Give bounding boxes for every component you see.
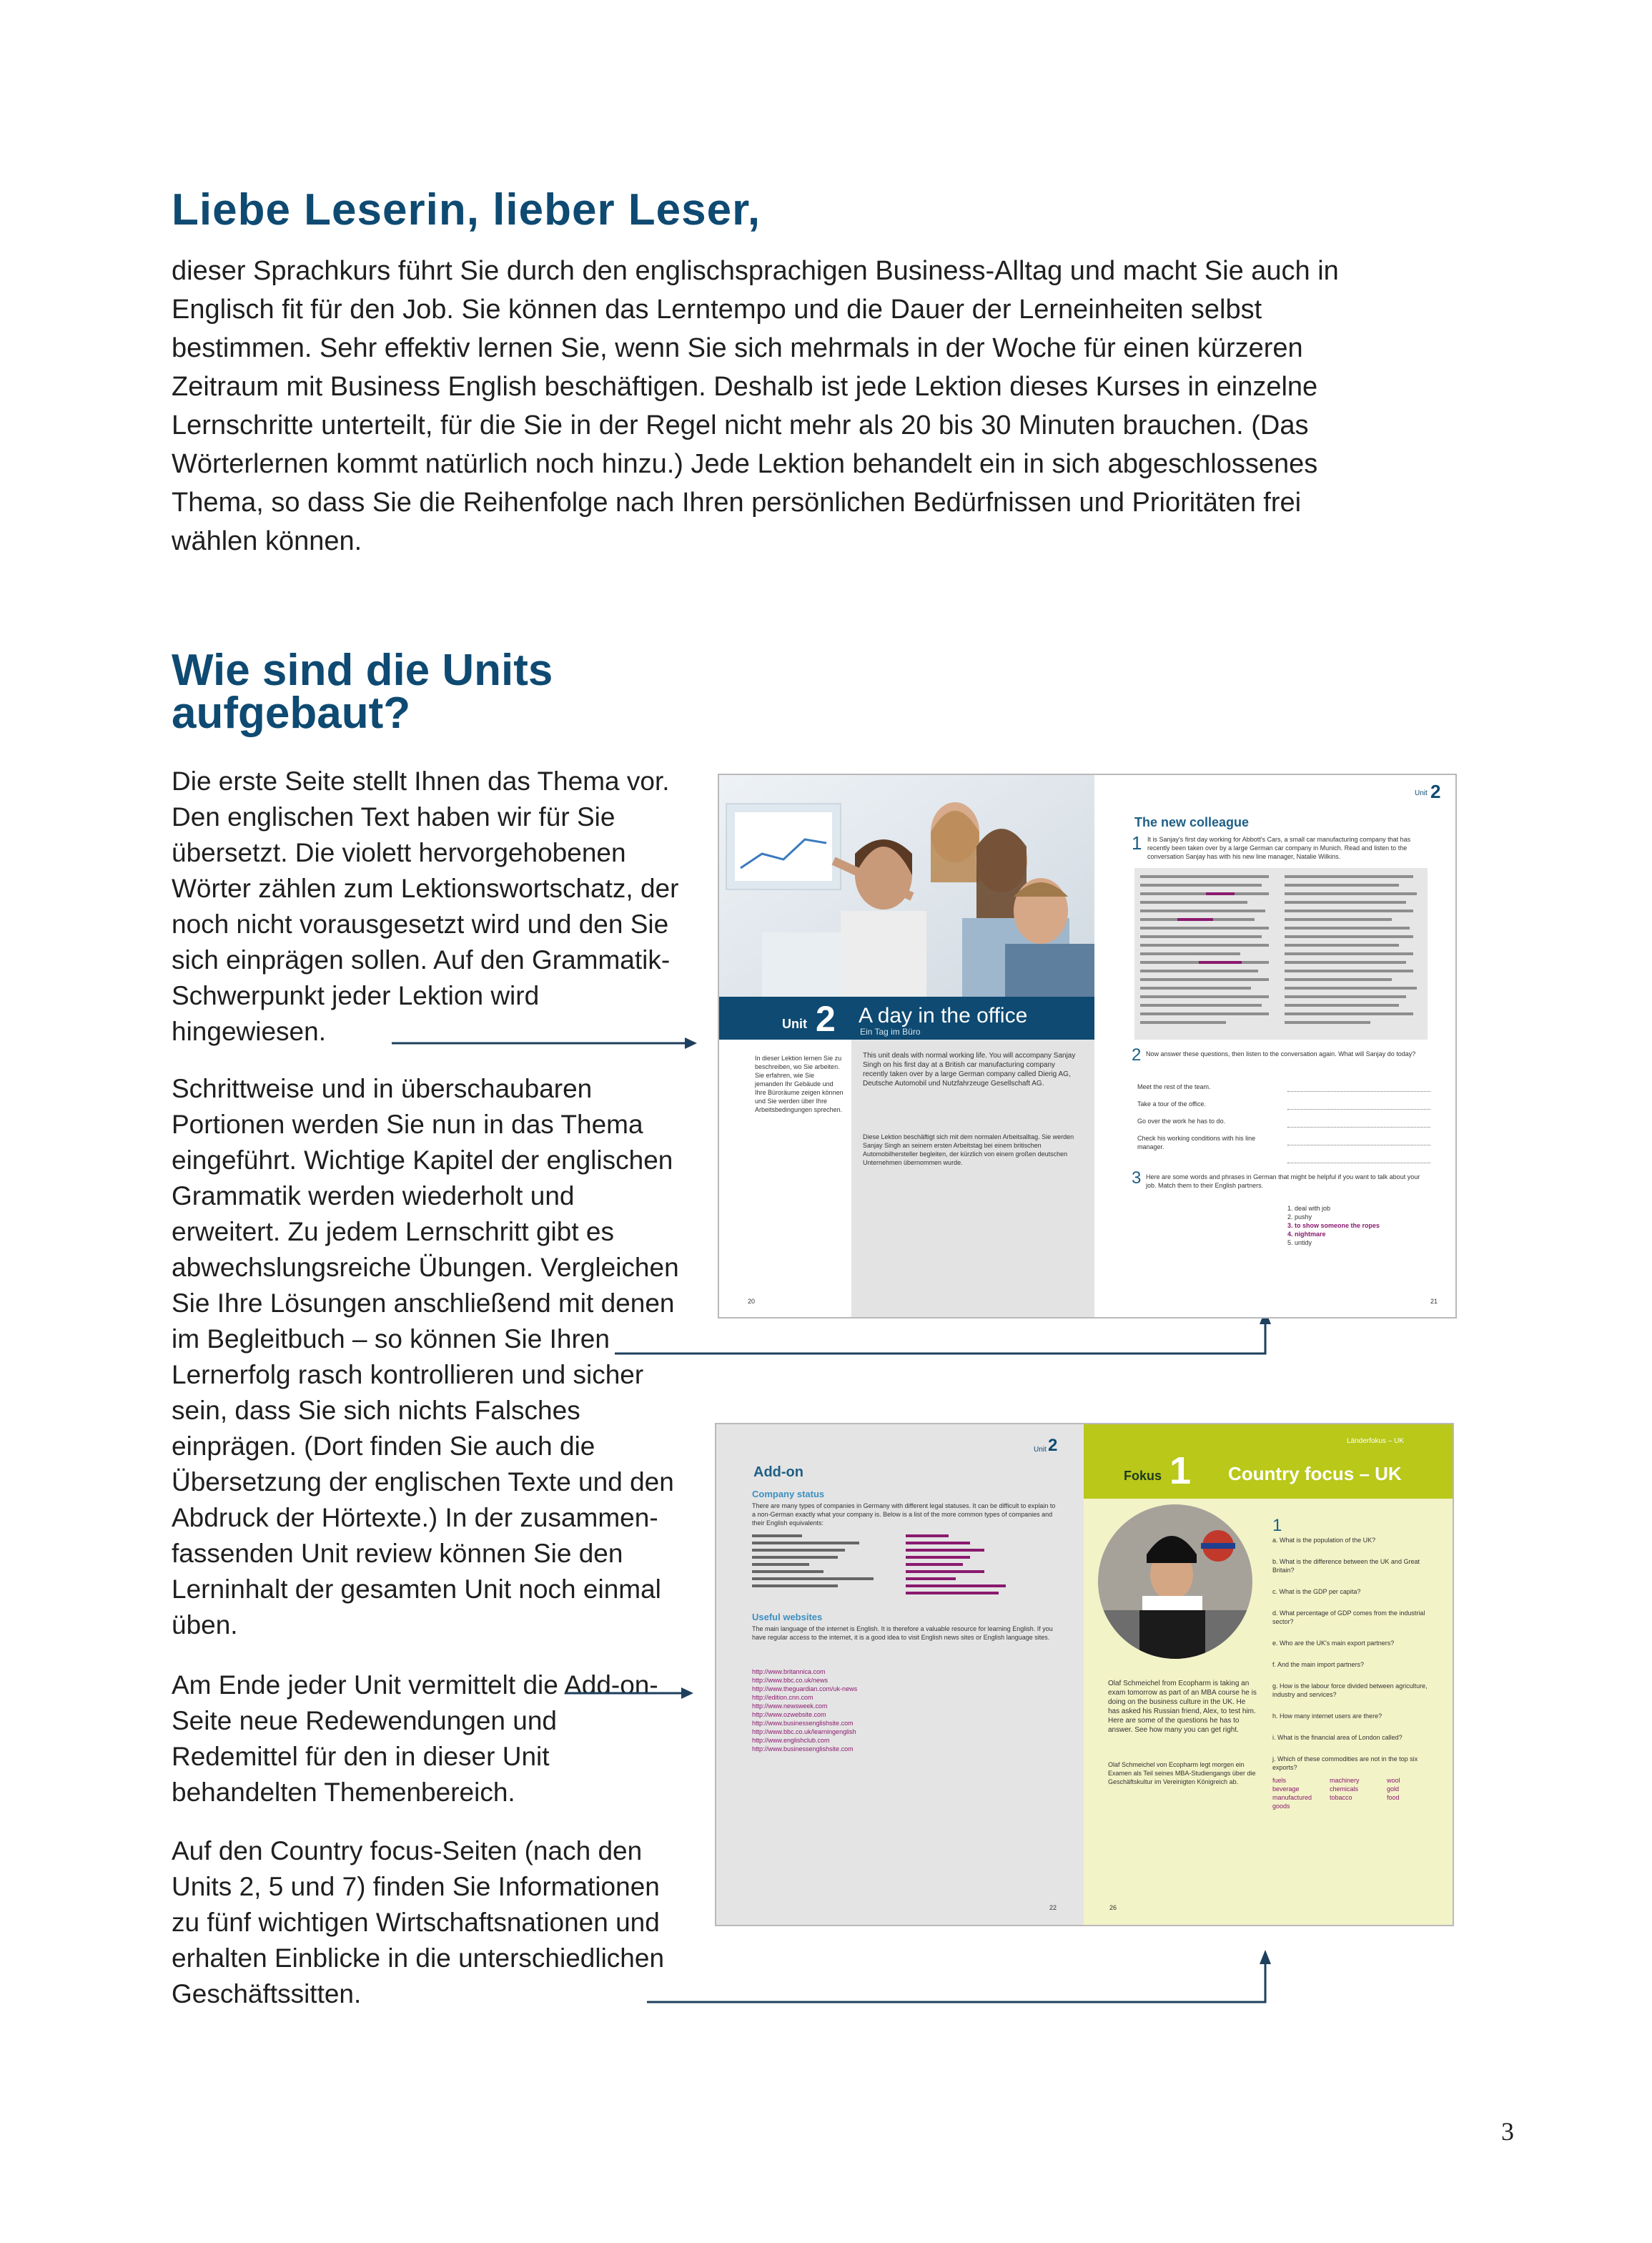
exercise-3-number: 3 — [1132, 1168, 1142, 1188]
match-list — [1287, 1204, 1430, 1247]
question-item: b. What is the difference between the UK and Great Britain? — [1272, 1558, 1420, 1574]
website-list — [752, 1667, 1059, 1753]
website-link[interactable]: http://www.bbc.co.uk/learningenglish — [752, 1728, 856, 1735]
unit-title: A day in the office — [859, 1004, 1028, 1027]
arrow-to-country-focus — [647, 1963, 1265, 2002]
question-item: g. How is the labour force divided between agriculture, industry and services? — [1272, 1682, 1428, 1698]
unit-intro-page — [719, 775, 1094, 1317]
website-link[interactable]: http://www.businessenglishsite.com — [752, 1720, 854, 1727]
exercise-title: The new colleague — [1134, 815, 1250, 829]
question-list — [1272, 1536, 1437, 1810]
website-link[interactable]: http://www.businessenglishsite.com — [752, 1745, 854, 1753]
country-focus-title: Country focus – UK — [1228, 1463, 1402, 1484]
website-link[interactable]: http://www.theguardian.com/uk-news — [752, 1685, 858, 1692]
answer-lines — [1287, 1083, 1430, 1163]
paragraph-learning-steps: Schrittweise und in überschaubaren Portionen werden Sie nun in das Thema eingeführt. Wichtige Kapitel der englischen Grammatik werden wiederholt und erweitert. Zu jedem Lernschritt gibt es abwechslungsreiche Übungen. Vergleichen Sie Ihre Lösungen anschließend mit denen im Begleitbuch – so können Sie Ihren Lernerfolg rasch kontrollieren und sicher sein, dass Sie sich nichts Falsches einprägen. (Dort finden Sie auch die Übersetzung der englischen Texte und den Abdruck der Hörtexte.) In der zusammen-fassenden Unit review können Sie den Lerninhalt der gesamten Unit noch einmal üben. — [172, 1074, 679, 1640]
dialogue-lines — [1134, 868, 1428, 1040]
exercise-1-number: 1 — [1132, 832, 1142, 854]
match-item: 4. nightmare — [1287, 1231, 1326, 1238]
add-on-page — [716, 1424, 1084, 1925]
question-item: j. Which of these commodities are not in the top six exports? — [1272, 1755, 1418, 1771]
question-item: d. What percentage of GDP comes from the industrial sector? — [1272, 1609, 1425, 1625]
option-4: Check his working conditions with his line manager. — [1137, 1135, 1256, 1150]
match-item: 2. pushy — [1287, 1213, 1312, 1221]
commodity: machinery — [1330, 1777, 1360, 1784]
section-heading-units: Wie sind die Units aufgebaut? — [172, 646, 553, 738]
intro-english: This unit deals with normal working life. You will accompany Sanjay Singh on his first day at a British car manufacturing company recently taken over by a large German company called Dierig AG, Deutsche Automobil und Nutzfahrzeuge Gesellschaft AG. — [863, 1052, 1076, 1088]
caption-english: Olaf Schmeichel from Ecopharm is taking an exam tomorrow as part of an MBA course he is doing on the business culture in the UK. He has asked his Russian friend, Alex, to test him. Here are some of the questions he has to answer. See how many you can get right. — [1108, 1680, 1257, 1734]
right-unit-tag: Unit — [1415, 789, 1428, 797]
unit-spread-preview — [718, 774, 1457, 1318]
page-title: Liebe Leserin, lieber Leser, — [172, 185, 761, 235]
unit-number: 2 — [816, 999, 836, 1039]
commodity: tobacco — [1330, 1794, 1352, 1801]
commodity: chemicals — [1330, 1785, 1359, 1793]
addon-country-spread-preview — [715, 1423, 1454, 1926]
website-link[interactable]: http://edition.cnn.com — [752, 1694, 813, 1701]
website-link[interactable]: http://www.britannica.com — [752, 1668, 826, 1675]
unit-subtitle: Ein Tag im Büro — [860, 1027, 921, 1037]
page-number-left: 20 — [748, 1298, 756, 1305]
add-on-page-number: 22 — [1049, 1904, 1057, 1911]
option-2: Take a tour of the office. — [1137, 1100, 1206, 1108]
office-team-photo — [719, 775, 1094, 1027]
exercise-number: 1 — [1272, 1516, 1282, 1535]
country-focus-tag: Länderfokus – UK — [1347, 1437, 1405, 1445]
commodity: manufactured goods — [1272, 1794, 1312, 1810]
company-types-table — [752, 1532, 1059, 1603]
website-link[interactable]: http://www.bbc.co.uk/news — [752, 1677, 829, 1684]
exercise-3-text: Here are some words and phrases in German that might be helpful if you want to talk about your job. Match them to their English partners. — [1146, 1173, 1420, 1189]
intro-text-box — [851, 1040, 1094, 1317]
question-item: c. What is the GDP per capita? — [1272, 1588, 1361, 1595]
useful-websites-text: The main language of the internet is English. It is therefore a valuable resource for learning English. If you have regular access to the internet, it is a good idea to visit English news sites or English language sites. — [752, 1625, 1053, 1641]
commodity: food — [1387, 1794, 1400, 1801]
unit-title-banner — [719, 997, 1094, 1040]
commodity: fuels — [1272, 1777, 1287, 1784]
page-number-right: 21 — [1430, 1298, 1438, 1305]
page-number: 3 — [1501, 2117, 1514, 2146]
question-item: e. Who are the UK's main export partners? — [1272, 1640, 1395, 1647]
intro-german: Diese Lektion beschäftigt sich mit dem normalen Arbeitsalltag. Sie werden Sanjay Singh an seinem ersten Arbeitstag bei einem britischen Automobilhersteller begleiten, der kürzlich von einem großen deutschen Unternehmen übernommen wurde. — [863, 1133, 1074, 1166]
police-officer-photo — [1097, 1503, 1254, 1660]
focus-number: 1 — [1169, 1449, 1192, 1492]
add-on-title: Add-on — [753, 1464, 803, 1480]
website-link[interactable]: http://www.newsweek.com — [752, 1702, 828, 1710]
question-item: a. What is the population of the UK? — [1272, 1537, 1376, 1544]
add-on-unit-num: 2 — [1048, 1436, 1058, 1455]
unit-label: Unit — [782, 1017, 807, 1031]
add-on-unit-tag: Unit — [1034, 1446, 1047, 1454]
exercise-2-number: 2 — [1132, 1045, 1142, 1065]
question-item: h. How many internet users are there? — [1272, 1712, 1383, 1720]
option-1: Meet the rest of the team. — [1137, 1083, 1211, 1090]
dialogue-box — [1134, 868, 1428, 1040]
match-item: 1. deal with job — [1287, 1205, 1331, 1212]
company-status-text: There are many types of companies in Germany with different legal statuses. It can be difficult to explain to a non-German exactly what your company is. Below is a list of the more common types of companies and their English equivalents: — [752, 1502, 1056, 1527]
right-unit-num: 2 — [1430, 781, 1441, 802]
exercise-page — [1094, 775, 1455, 1317]
commodity: wool — [1387, 1777, 1400, 1784]
paragraph-first-page: Die erste Seite stellt Ihnen das Thema vor. Den englischen Text haben wir für Sie übersetzt. Die violett hervorgehobenen Wörter zählen zum Lektionswortschatz, der noch nicht vorausgesetzt wird und den Sie sich einprägen sollen. Auf den Grammatik-Schwerpunkt jeder Lektion wird hingewiesen. — [172, 766, 679, 1046]
option-3: Go over the work he has to do. — [1137, 1118, 1226, 1125]
country-focus-banner — [1084, 1424, 1453, 1499]
intro-paragraph: dieser Sprachkurs führt Sie durch den englischsprachigen Business-Alltag und macht Sie auch in Englisch fit für den Job. Sie können das Lerntempo und die Dauer der Lerneinheiten selbst bestimmen. Sehr effektiv lernen Sie, wenn Sie sich mehrmals in der Woche für einen kürzeren Zeitraum mit Business English beschäftigen. Deshalb ist jede Lektion dieses Kurses in einzelne Lernschritte unterteilt, für die Sie in der Regel nicht mehr als 20 bis 30 Minuten brauchen. (Das Wörterlernen kommt natürlich noch hinzu.) Jede Lektion behandelt ein in sich abgeschlossenes Thema, so dass Sie die Reihenfolge nach Ihren persönlichen Bedürfnissen und Prioritäten frei wählen können. — [172, 256, 1339, 556]
focus-label: Fokus — [1124, 1469, 1162, 1483]
match-item: 3. to show someone the ropes — [1287, 1222, 1380, 1229]
commodity: gold — [1387, 1785, 1400, 1793]
commodity-grid — [1272, 1776, 1437, 1810]
country-focus-page — [1084, 1424, 1453, 1925]
exercise-2-text: Now answer these questions, then listen to the conversation again. What will Sanjay do today? — [1146, 1050, 1416, 1058]
question-item: f. And the main import partners? — [1272, 1661, 1365, 1668]
grammar-note: In dieser Lektion lernen Sie zu beschreiben, wo Sie arbeiten. Sie erfahren, wie Sie jemanden Ihr Gebäude und Ihre Büroräume zeigen können und Sie werden über Ihre Arbeitsbedingungen sprechen. — [755, 1055, 844, 1113]
question-item: i. What is the financial area of London called? — [1272, 1734, 1403, 1741]
website-link[interactable]: http://www.englishclub.com — [752, 1737, 830, 1744]
match-item: 5. untidy — [1287, 1239, 1312, 1246]
caption-german: Olaf Schmeichel von Ecopharm legt morgen ein Examen als Teil seines MBA-Studiengangs über die Geschäftskultur im Vereinigten Königreich ab. — [1108, 1761, 1256, 1785]
commodity: beverage — [1272, 1785, 1300, 1793]
paragraph-country-focus: Auf den Country focus-Seiten (nach den Units 2, 5 und 7) finden Sie Informationen zu fünf wichtigen Wirtschaftsnationen und erhalten Einblicke in die unterschiedlichen Geschäftssitten. — [172, 1836, 665, 2008]
exercise-1-text: It is Sanjay's first day working for Abbott's Cars, a small car manufacturing company that has recently been taken over by a large German car company in Munich. Read and listen to the conversation Sanjay has with his new line manager, Natalie Wilkins. — [1147, 836, 1411, 860]
paragraph-add-on: Am Ende jeder Unit vermittelt die Add-on-Seite neue Redewendungen und Redemittel für den in dieser Unit behandelten Themenbereich. — [172, 1670, 658, 1807]
company-status-heading: Company status — [752, 1489, 825, 1499]
arrow-to-exercise-page — [615, 1323, 1265, 1354]
useful-websites-heading: Useful websites — [752, 1612, 823, 1622]
website-link[interactable]: http://www.ozwebsite.com — [752, 1711, 826, 1718]
country-focus-page-number: 26 — [1109, 1904, 1117, 1911]
